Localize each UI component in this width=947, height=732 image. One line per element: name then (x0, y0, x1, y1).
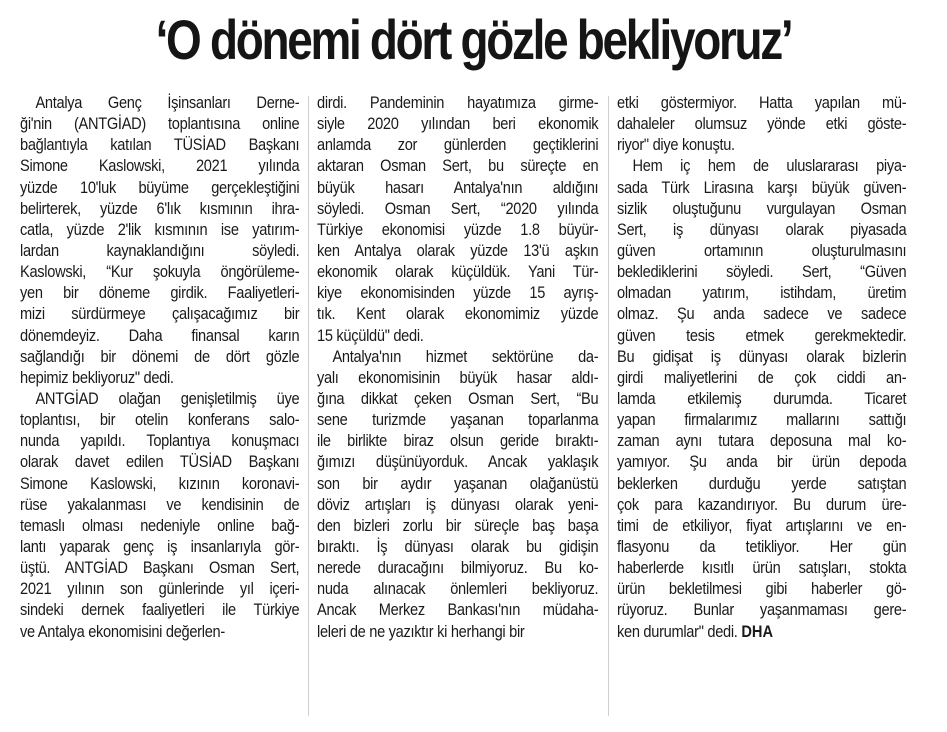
article-text: tık. Kent olarak ekonomimiz yüzde (317, 304, 599, 324)
article-text-line (20, 388, 299, 409)
article-text: rüse yakalanması ve kendisinin de (20, 494, 300, 514)
article-text: nunda yapıldı. Toplantıya konuşmacı (20, 431, 300, 451)
article-text-line (20, 494, 299, 515)
article-text-line (20, 621, 299, 642)
article-text-line (317, 155, 598, 176)
article-text-line (20, 409, 299, 430)
article-text-line (20, 240, 299, 261)
article-text-line (617, 515, 906, 536)
article-text: haberlerde kısıtlı ürün satışları, stokta (617, 558, 907, 578)
article-text-line (20, 113, 299, 134)
article-text-line (317, 494, 598, 515)
article-text-line (20, 346, 299, 367)
article-text: nerede duracağını bilmiyoruz. Bu ko- (317, 558, 599, 578)
article-text-line (20, 557, 299, 578)
article-text: üştü. ANTGİAD Başkanı Osman Sert, (20, 558, 300, 578)
article-text: döviz artışları iş dünyası olarak yeni- (317, 494, 599, 514)
article-text-line (617, 388, 906, 409)
article-text-line (617, 282, 906, 303)
article-text-line (20, 134, 299, 155)
article-text: temaslı olması nedeniyle online bağ- (20, 515, 300, 535)
article-text: bıraktı. İş dünyası olarak bu gidişin (317, 536, 599, 556)
article-text-line (20, 325, 299, 346)
article-text-line (617, 303, 906, 324)
article-text-line (20, 515, 299, 536)
article-text-line (617, 536, 906, 557)
article-text-line (20, 261, 299, 282)
article-text-line (617, 473, 906, 494)
article-text: ken Antalya olarak yüzde 13'ü aşkın (317, 240, 599, 260)
article-text: nuda alınacak önlemleri bekliyoruz. (317, 579, 599, 599)
article-text: lantı yaparak genç iş insanlarıyla gör- (20, 536, 300, 556)
article-text-line (20, 303, 299, 324)
article-text: girdi maliyetlerini de çok ciddi an- (617, 367, 907, 387)
article-text: rüyoruz. Bunlar yaşanmaması gere- (617, 600, 907, 620)
article-text: dirdi. Pandeminin hayatımıza girme- (317, 93, 599, 112)
article-text-line (20, 198, 299, 219)
article-text-line (617, 430, 906, 451)
article-text: olmadan yatırım, istihdam, üretim (617, 283, 907, 303)
article-text-line (317, 515, 598, 536)
article-text-line (317, 430, 598, 451)
article-text-line (317, 409, 598, 430)
article-text: ğımızı düşünüyorduk. Ancak yaklaşık (317, 452, 599, 472)
article-text-line (617, 621, 906, 642)
article-text: Hem iç hem de uluslararası piya- (632, 156, 907, 176)
article-text: aktaran Osman Sert, bu süreçte en (317, 156, 599, 176)
article-text: ği'nin (ANTGİAD) toplantısına online (20, 114, 300, 134)
article-text: catla, yüzde 2'lik kısmının ise yatırım- (20, 219, 300, 239)
article-text-line (317, 240, 598, 261)
article-text: sene turizmde yaşanan toparlanma (317, 410, 599, 430)
article-text: Türkiye ekonomisi yüzde 1.8 büyür- (317, 219, 599, 239)
article-text: zaman aynı tutara deposuna mal ko- (617, 431, 907, 451)
article-text: den bizleri zorlu bir süreçle baş başa (317, 515, 599, 535)
article-text-line (317, 599, 598, 620)
article-text: 2021 yılının son günlerinde yıl içeri- (20, 579, 300, 599)
article-text-line (317, 451, 598, 472)
article-text-line (617, 261, 906, 282)
article-text: 15 küçüldü" dedi. (317, 325, 424, 345)
article-text-line (317, 261, 598, 282)
article-headline: ‘O dönemi dört gözle bekliyoruz’ (155, 8, 792, 71)
article-text-line (617, 240, 906, 261)
article-text: ANTGİAD olağan genişletilmiş üye (35, 388, 300, 408)
article-text-line (20, 367, 299, 388)
article-text: siyle 2020 yılından beri ekonomik (317, 114, 599, 134)
article-text: toplantısı, bir otelin konferans salo- (20, 410, 300, 430)
article-text-line (617, 451, 906, 472)
article-text-line (317, 219, 598, 240)
article-text: Antalya Genç İşinsanları Derne- (35, 93, 300, 112)
article-text-line (617, 134, 906, 155)
article-text-line (617, 198, 906, 219)
article-text: Bu gidişat iş dünyası olarak bizlerin (617, 346, 907, 366)
article-text: timi de etkiliyor, fiyat artışlarını ve en- (617, 515, 907, 535)
article-text: leleri de ne yazıktır ki herhangi bir (317, 621, 525, 641)
article-text: yen bir döneme girdik. Faaliyetleri- (20, 283, 300, 303)
article-text: Kaslowski, “Kur şokuyla öngörüleme- (20, 262, 300, 282)
article-text-line (317, 578, 598, 599)
column-divider (608, 96, 609, 716)
article-text-line (20, 219, 299, 240)
article-text: yapan firmalarımız mallarını sattığı (617, 410, 907, 430)
article-text: dönemdeyiz. Daha finansal karın (20, 325, 300, 345)
article-text-line (317, 134, 598, 155)
article-text-line (617, 494, 906, 515)
article-column-3 (617, 92, 907, 724)
article-text: Ancak Merkez Bankası'nın müdaha- (317, 600, 599, 620)
article-text: kiye ekonomisinden yüzde 15 ayrış- (317, 283, 599, 303)
article-text-line (317, 557, 598, 578)
article-text: lardan kaynaklandığını söyledi. (20, 240, 300, 260)
article-text-line (317, 177, 598, 198)
article-text: söyledi. Osman Sert, “2020 yılında (317, 198, 599, 218)
article-text-line (317, 536, 598, 557)
article-column-2 (317, 92, 599, 724)
article-text-line (617, 367, 906, 388)
article-text-line (617, 155, 906, 176)
article-text: sada Türk Lirasına karşı büyük güven- (617, 177, 907, 197)
news-agency-credit: DHA (741, 621, 774, 641)
article-text: belirterek, yüzde 6'lık kısmının ihra- (20, 198, 300, 218)
article-text: flasyonu da tetikliyor. Her gün (617, 536, 907, 556)
article-text: dahaleler olumsuz yönde etki göste- (617, 114, 907, 134)
article-text-line (617, 346, 906, 367)
article-text: sizlik oluştuğunu vurgulayan Osman (617, 198, 907, 218)
article-text: yamıyor. Şu anda bir ürün depoda (617, 452, 907, 472)
article-text: büyük hasarı Antalya'nın aldığını (317, 177, 599, 197)
article-text: güven ortamının oluşturulmasını (617, 240, 907, 260)
article-text: ğına dikkat çeken Osman Sert, “Bu (317, 388, 599, 408)
article-text: Sert, iş dünyası olarak piyasada (617, 219, 907, 239)
article-text: mizi sürdürmeye çalışacağımız bir (20, 304, 300, 324)
article-text-line (20, 430, 299, 451)
article-text-line (617, 92, 906, 113)
article-text: olarak davet edilen TÜSİAD Başkanı (20, 452, 300, 472)
article-text-line (317, 198, 598, 219)
article-text-line (317, 325, 598, 346)
article-text-line (617, 177, 906, 198)
article-text-line (20, 177, 299, 198)
article-text-line (317, 92, 598, 113)
article-text-line (20, 599, 299, 620)
article-text-line (617, 325, 906, 346)
article-text-line (20, 451, 299, 472)
article-text: yüzde 10'luk büyüme gerçekleştiğini (20, 177, 300, 197)
article-text: Simone Kaslowski, kızının koronavi- (20, 473, 300, 493)
article-text: sindeki dernek faaliyetleri ile Türkiye (20, 600, 300, 620)
article-text-line (317, 113, 598, 134)
article-text: hepimiz bekliyoruz" dedi. (20, 367, 174, 387)
article-text: anlamda zor günlerden geçtiklerini (317, 135, 599, 155)
article-text: beklediklerini söyledi. Sert, “Güven (617, 262, 907, 282)
article-text-line (20, 155, 299, 176)
article-text: olmaz. Şu anda sadece ve sadece (617, 304, 907, 324)
column-divider (308, 96, 309, 716)
article-text-line (20, 92, 299, 113)
article-text: etki göstermiyor. Hatta yapılan mü- (617, 93, 907, 112)
article-text-line (617, 113, 906, 134)
article-text-line (617, 578, 906, 599)
article-text-line (20, 578, 299, 599)
article-text: ile birlikte biraz olsun geride bıraktı- (317, 431, 599, 451)
article-text: lamda etkilemiş durumda. Ticaret (617, 388, 907, 408)
article-text: çok para kazandırıyor. Bu durum üre- (617, 494, 907, 514)
article-text-line (617, 409, 906, 430)
article-text: yalı ekonomisinin büyük hasar aldı- (317, 367, 599, 387)
article-text: ve Antalya ekonomisini değerlen- (20, 621, 225, 641)
article-text: Antalya'nın hizmet sektörüne da- (332, 346, 599, 366)
article-text: Simone Kaslowski, 2021 yılında (20, 156, 300, 176)
article-column-1 (20, 92, 300, 724)
article-text-line (317, 303, 598, 324)
article-text-line (317, 367, 598, 388)
article-text: güven tesis etmek gerekmektedir. (617, 325, 907, 345)
article-text: bağlantıyla katılan TÜSİAD Başkanı (20, 135, 300, 155)
article-text-line (20, 282, 299, 303)
article-text-line (317, 621, 598, 642)
article-text-line (20, 473, 299, 494)
article-text: riyor" diye konuştu. (617, 135, 735, 155)
article-text-line (20, 536, 299, 557)
article-text-line (317, 473, 598, 494)
article-text-line (617, 557, 906, 578)
article-text: sağlandığı bir dönemi de dört gözle (20, 346, 300, 366)
article-text-line (317, 388, 598, 409)
article-text: beklerken durduğu yerde satıştan (617, 473, 907, 493)
article-text-line (317, 282, 598, 303)
article-body (20, 92, 927, 724)
article-text-line (317, 346, 598, 367)
article-text: ken durumlar" dedi. (617, 621, 738, 641)
article-text: son bir aydır yaşanan olağanüstü (317, 473, 599, 493)
article-text: ürün bekletilmesi gibi haberler gö- (617, 579, 907, 599)
article-text-line (617, 219, 906, 240)
article-text-line (617, 599, 906, 620)
article-text: ekonomik olarak küçüldük. Yani Tür- (317, 262, 599, 282)
